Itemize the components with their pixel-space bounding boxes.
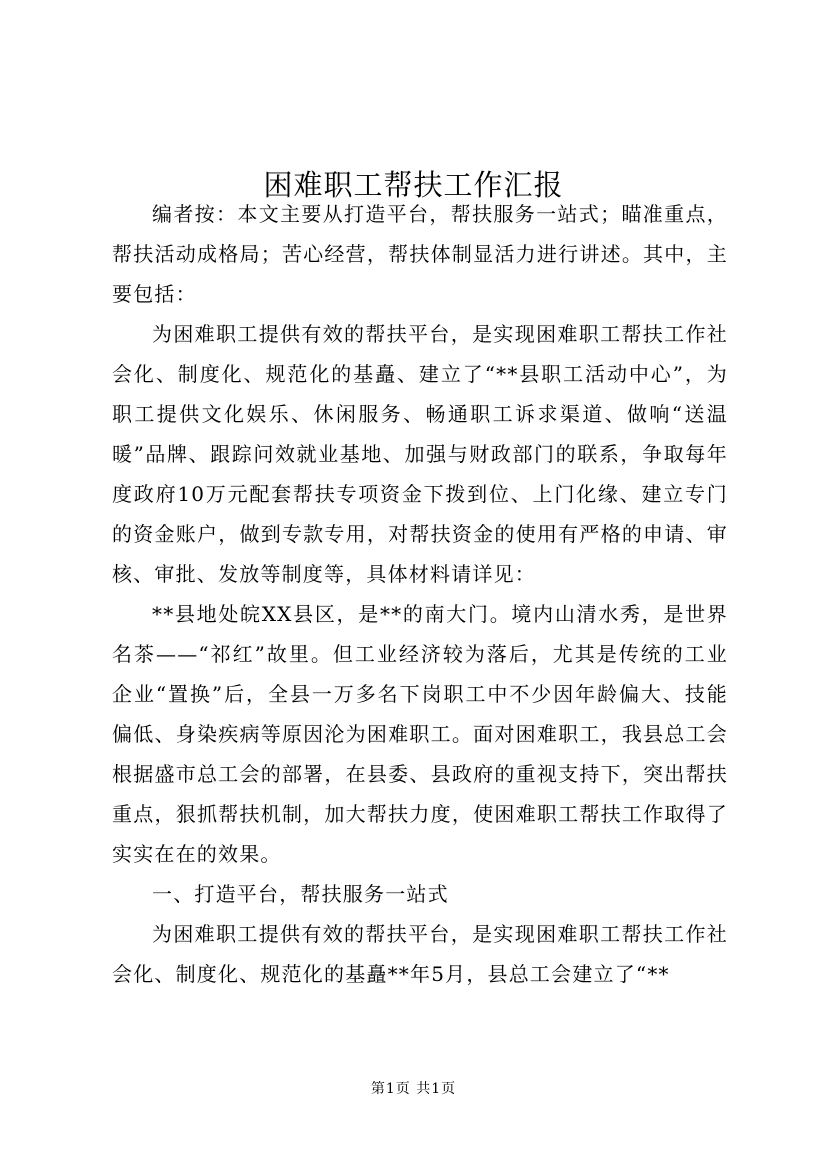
editor-note-paragraph: 编者按：本文主要从打造平台，帮扶服务一站式；瞄准重点，帮扶活动成格局；苦心经营，帮扶体制显活力进行讲述。其中，主要包括： [112, 202, 728, 306]
body-paragraph: 为困难职工提供有效的帮扶平台，是实现困难职工帮扶工作社会化、制度化、规范化的基矗、建立了“**县职工活动中心”，为职工提供文化娱乐、休闲服务、畅通职工诉求渠道、做响“送温暖”品牌、跟踪问效就业基地、加强与财政部门的联系，争取每年度政府10万元配套帮扶专项资金下拨到位、上门化缘、建立专门的资金账户，做到专款专用，对帮扶资金的使用有严格的申请、审核、审批、发放等制度等，具体材料请详见： [112, 322, 728, 586]
document-body [112, 194, 728, 994]
section-heading: 一、打造平台，帮扶服务一站式 [152, 882, 449, 906]
body-paragraph: 为困难职工提供有效的帮扶平台，是实现困难职工帮扶工作社会化、制度化、规范化的基矗**年5月，县总工会建立了“** [112, 922, 728, 986]
document-title: 困难职工帮扶工作汇报 [263, 168, 564, 203]
body-paragraph: **县地处皖XX县区，是**的南大门。境内山清水秀，是世界名茶——“祁红”故里。但工业经济较为落后，尤其是传统的工业企业“置换”后，全县一万多名下岗职工中不少因年龄偏大、技能偏低、身染疾病等原因沦为困难职工。面对困难职工，我县总工会根据盛市总工会的部署，在县委、县政府的重视支持下，突出帮扶重点，狠抓帮扶机制，加大帮扶力度，使困难职工帮扶工作取得了实实在在的效果。 [112, 602, 728, 866]
page-number-footer: 第1页 共1页 [370, 1081, 457, 1097]
